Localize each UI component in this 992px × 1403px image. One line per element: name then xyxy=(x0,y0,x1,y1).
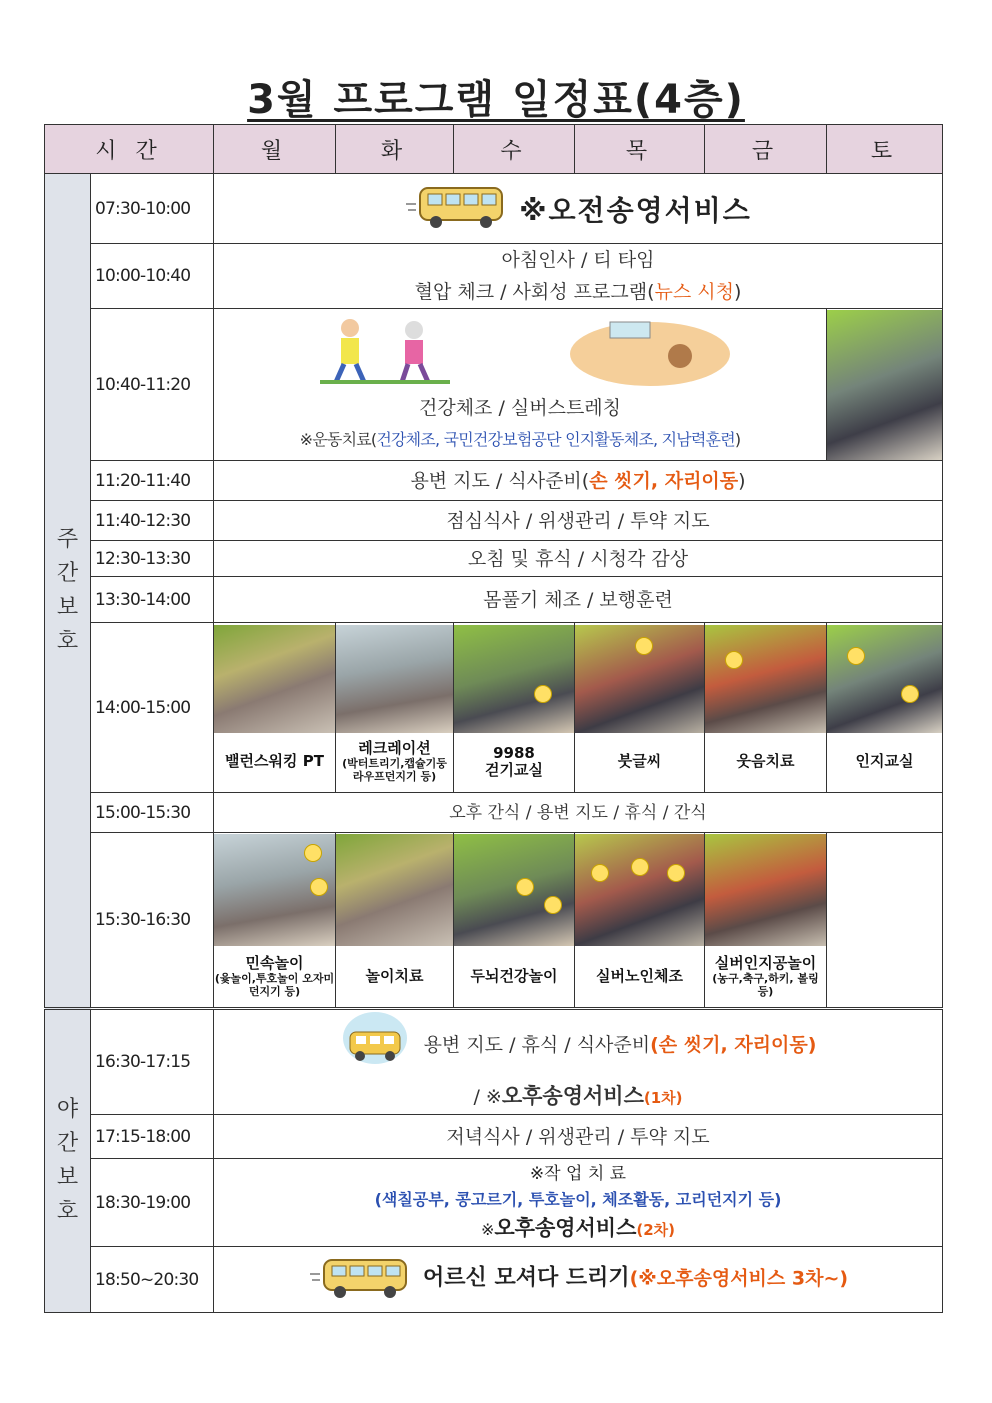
activity-cell: 용변 지도 / 휴식 / 식사준비(손 씻기, 자리이동) / ※오후송영서비스(1차) xyxy=(214,1009,943,1115)
activity-cell: ※작 업 치 료 (색칠공부, 콩고르기, 투호놀이, 체조활동, 고리던지기 등) ※오후송영서비스(2차) xyxy=(214,1159,943,1247)
time-cell: 13:30-14:00 xyxy=(91,577,214,623)
time-cell: 17:15-18:00 xyxy=(91,1115,214,1159)
program-cell xyxy=(214,623,336,793)
activity-cell xyxy=(214,244,943,309)
program-photo xyxy=(827,625,942,733)
header-sat: 토 xyxy=(827,125,943,174)
header-row xyxy=(45,125,943,174)
time-cell: 10:40-11:20 xyxy=(91,309,214,461)
time-cell: 12:30-13:30 xyxy=(91,541,214,577)
activity-line: 건강체조 / 실버스트레칭 xyxy=(418,396,622,419)
program-photo xyxy=(214,625,335,733)
program-cell xyxy=(827,623,943,793)
section-night: 야간보호 xyxy=(45,1009,91,1313)
table-row xyxy=(45,1115,943,1159)
program-label: 레크레이션 (박터트리기,캡슐기둥 라우프던지기 등) xyxy=(342,739,447,783)
activity-line: ※운동치료(건강체조, 국민건강보험공단 인지활동체조, 지남력훈련) xyxy=(299,429,741,449)
time-cell: 11:20-11:40 xyxy=(91,461,214,501)
take-home-text: 어르신 모셔다 드리기 xyxy=(423,1265,630,1290)
program-label: 붓글씨 xyxy=(617,752,662,770)
time-cell: 18:30-19:00 xyxy=(91,1159,214,1247)
activity-cell: 점심식사 / 위생관리 / 투약 지도 xyxy=(214,501,943,541)
table-row xyxy=(45,623,943,793)
activity-line: 혈압 체크 / 사회성 프로그램(뉴스 시청) xyxy=(414,281,742,303)
program-photo xyxy=(336,834,453,946)
program-photo xyxy=(705,625,826,733)
program-cell xyxy=(336,623,454,793)
program-cell xyxy=(454,833,575,1009)
morning-shuttle-text: ※오전송영서비스 xyxy=(519,193,752,227)
activity-cell: 저녁식사 / 위생관리 / 투약 지도 xyxy=(214,1115,943,1159)
section-day: 주간보호 xyxy=(45,174,91,1009)
exercise-icon xyxy=(310,314,730,388)
exercise-illustrations xyxy=(214,314,826,392)
time-cell: 10:00-10:40 xyxy=(91,244,214,309)
program-photo xyxy=(454,625,574,733)
program-photo xyxy=(575,834,704,946)
header-thu: 목 xyxy=(575,125,705,174)
program-label: 놀이치료 xyxy=(365,966,424,985)
shuttle-icon xyxy=(340,1010,410,1080)
program-label: 실버인지공놀이 (농구,축구,하키, 볼링 등) xyxy=(712,953,819,998)
schedule-table xyxy=(44,124,943,1313)
activity-cell: 몸풀기 체조 / 보행훈련 xyxy=(214,577,943,623)
program-label: 밸런스워킹 PT xyxy=(225,752,324,770)
table-row xyxy=(45,1009,943,1115)
table-row xyxy=(45,1247,943,1313)
program-cell xyxy=(705,623,827,793)
table-row xyxy=(45,793,943,833)
time-cell: 11:40-12:30 xyxy=(91,501,214,541)
activity-cell: 용변 지도 / 식사준비(손 씻기, 자리이동) xyxy=(214,461,943,501)
program-cell xyxy=(336,833,454,1009)
program-cell xyxy=(575,833,705,1009)
activity-cell xyxy=(214,174,943,244)
table-row xyxy=(45,541,943,577)
table-row xyxy=(45,309,943,461)
photo-cell xyxy=(827,309,943,461)
table-row xyxy=(45,461,943,501)
program-label: 인지교실 xyxy=(855,752,914,770)
table-row xyxy=(45,1159,943,1247)
activity-cell xyxy=(214,309,827,461)
program-label: 9988 걷기교실 xyxy=(485,743,543,779)
activity-line: 아침인사 / 티 타임 xyxy=(501,249,655,271)
program-photo xyxy=(705,834,826,946)
program-cell xyxy=(705,833,827,1009)
table-row xyxy=(45,244,943,309)
bus-icon xyxy=(404,182,514,236)
time-cell: 16:30-17:15 xyxy=(91,1009,214,1115)
program-photo xyxy=(454,834,574,946)
program-label: 실버노인체조 xyxy=(596,966,683,985)
bus-icon xyxy=(308,1254,418,1306)
time-cell: 15:30-16:30 xyxy=(91,833,214,1009)
header-time: 시 간 xyxy=(45,125,214,174)
table-row xyxy=(45,833,943,1009)
activity-cell: 오후 간식 / 용변 지도 / 휴식 / 간식 xyxy=(214,793,943,833)
program-label: 웃음치료 xyxy=(736,752,795,770)
exercise-photo xyxy=(827,310,942,460)
table-row xyxy=(45,174,943,244)
header-tue: 화 xyxy=(336,125,454,174)
table-row xyxy=(45,577,943,623)
activity-cell: 어르신 모셔다 드리기(※오후송영서비스 3차~) xyxy=(214,1247,943,1313)
activity-cell: 오침 및 휴식 / 시청각 감상 xyxy=(214,541,943,577)
program-photo xyxy=(336,625,453,733)
header-mon: 월 xyxy=(214,125,336,174)
time-cell: 18:50~20:30 xyxy=(91,1247,214,1313)
program-photo xyxy=(575,625,704,733)
header-wed: 수 xyxy=(454,125,575,174)
time-cell: 14:00-15:00 xyxy=(91,623,214,793)
program-cell-empty xyxy=(827,833,943,1009)
program-cell xyxy=(454,623,575,793)
time-cell: 15:00-15:30 xyxy=(91,793,214,833)
page-title: 3월 프로그램 일정표(4층) xyxy=(247,77,745,123)
table-row xyxy=(45,501,943,541)
program-label: 두뇌건강놀이 xyxy=(470,966,558,985)
program-photo xyxy=(214,834,335,946)
time-cell: 07:30-10:00 xyxy=(91,174,214,244)
header-fri: 금 xyxy=(705,125,827,174)
program-cell xyxy=(214,833,336,1009)
program-cell xyxy=(575,623,705,793)
program-label: 민속놀이 (윷놀이,투호놀이 오자미던지기 등) xyxy=(214,953,335,998)
